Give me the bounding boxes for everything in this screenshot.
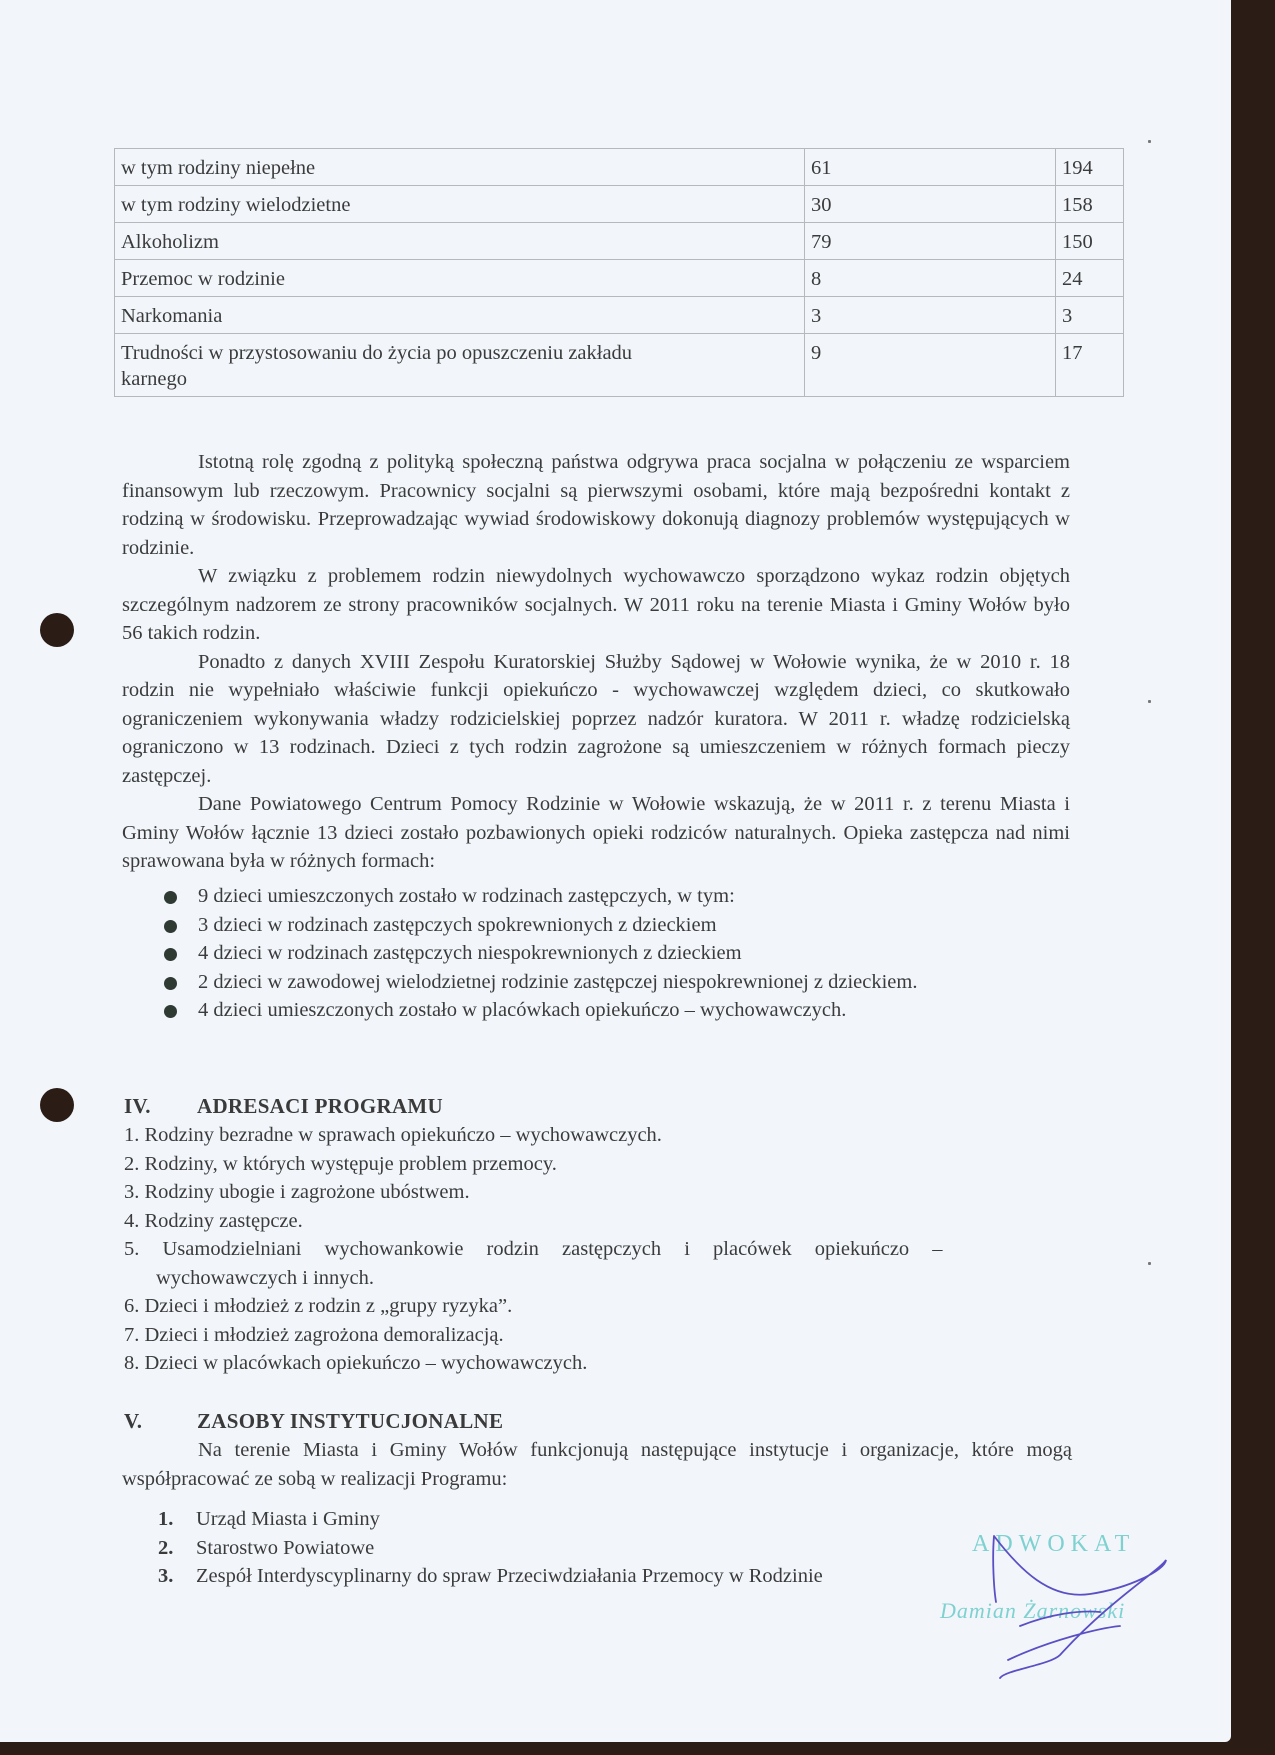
list-item: 9 dzieci umieszczonych zostało w rodzinach zastępczych, w tym: (160, 882, 1070, 911)
bullet-icon (164, 1005, 177, 1018)
row-label: Trudności w przystosowaniu do życia po opuszczeniu zakładu karnego (115, 334, 805, 397)
list-item: 6. Dzieci i młodzież z rodzin z „grupy ryzyka”. (124, 1295, 513, 1317)
section-number: V. (124, 1409, 143, 1433)
list-item: 1. Rodziny bezradne w sprawach opiekuńczo – wychowawczych. (124, 1124, 662, 1146)
bullet-icon (164, 977, 177, 990)
scan-speck (1148, 140, 1151, 143)
list-item: 2. Rodziny, w których występuje problem przemocy. (124, 1152, 557, 1175)
body-paragraphs (122, 448, 1070, 876)
row-value-1: 79 (805, 223, 1056, 260)
section-heading-iv (124, 1094, 443, 1119)
program-recipients-list (124, 1121, 1079, 1378)
section-title: ADRESACI PROGRAMU (197, 1094, 444, 1118)
bullet-icon (164, 920, 177, 933)
row-value-2: 17 (1056, 334, 1124, 397)
list-item: 4. Rodziny zastępcze. (124, 1209, 303, 1232)
row-label: w tym rodziny niepełne (115, 149, 805, 186)
row-label: w tym rodziny wielodzietne (115, 186, 805, 223)
stamp-title: ADWOKAT (972, 1531, 1136, 1557)
list-item: 5. Usamodzielniani wychowankowie rodzin zastępczych i placówek opiekuńczo – (124, 1238, 943, 1260)
paragraph: Dane Powiatowego Centrum Pomocy Rodzinie w Wołowie wskazują, że w 2011 r. z terenu Miasta i Gminy Wołów łącznie 13 dzieci zostało pozbawionych opieki rodziców naturalnych. Opieka zastępcza nad nimi sprawowana była w różnych formach: (122, 793, 1070, 872)
section-title: ZASOBY INSTYTUCJONALNE (197, 1409, 504, 1433)
row-label: Przemoc w rodzinie (115, 260, 805, 297)
institutions-list (158, 1505, 823, 1591)
paragraph: W związku z problemem rodzin niewydolnych wychowawczo sporządzono wykaz rodzin objętych szczególnym nadzorem ze strony pracowników socjalnych. W 2011 roku na terenie Miasta i Gminy Wołów było 56 takich rodzin. (122, 565, 1070, 644)
table-row (115, 186, 1124, 223)
table-row (115, 297, 1124, 334)
list-item: 3. Zespół Interdyscyplinarny do spraw Przeciwdziałania Przemocy w Rodzinie (158, 1565, 823, 1587)
list-item: 2 dzieci w zawodowej wielodzietnej rodzinie zastępczej niespokrewnionej z dzieckiem. (160, 968, 1070, 997)
hole-punch-bottom (40, 1088, 74, 1122)
table-row (115, 223, 1124, 260)
list-item: 1. Urząd Miasta i Gminy (158, 1508, 380, 1530)
table-row (115, 149, 1124, 186)
list-item: 3. Rodziny ubogie i zagrożone ubóstwem. (124, 1181, 470, 1203)
row-label: Narkomania (115, 297, 805, 334)
row-value-2: 194 (1056, 149, 1124, 186)
list-item: 2. Starostwo Powiatowe (158, 1536, 375, 1559)
list-item-continuation: wychowawczych i innych. (156, 1266, 375, 1289)
row-label: Alkoholizm (115, 223, 805, 260)
row-value-2: 3 (1056, 297, 1124, 334)
table-row (115, 260, 1124, 297)
row-value-1: 8 (805, 260, 1056, 297)
section-number: IV. (124, 1094, 151, 1118)
handwritten-signature-icon (990, 1530, 1170, 1680)
row-value-2: 150 (1056, 223, 1124, 260)
bullet-icon (164, 948, 177, 961)
row-value-1: 3 (805, 297, 1056, 334)
list-item: 4 dzieci w rodzinach zastępczych niespokrewnionych z dzieckiem (160, 939, 1070, 968)
list-item: 7. Dzieci i młodzież zagrożona demoralizacją. (124, 1323, 504, 1346)
problems-table (114, 148, 1124, 397)
scan-speck (1148, 700, 1151, 703)
stamp-name: Damian Żarnowski (940, 1598, 1126, 1623)
row-value-1: 30 (805, 186, 1056, 223)
section-v-intro: Na terenie Miasta i Gminy Wołów funkcjonują następujące instytucje i organizacje, które mogą współpracować ze sobą w realizacji Programu: (122, 1439, 1072, 1490)
scan-speck (1148, 1262, 1151, 1265)
list-item: 4 dzieci umieszczonych zostało w placówkach opiekuńczo – wychowawczych. (160, 996, 1070, 1025)
bullet-icon (164, 891, 177, 904)
hole-punch-top (40, 613, 74, 647)
list-item: 3 dzieci w rodzinach zastępczych spokrewnionych z dzieckiem (160, 911, 1070, 940)
section-heading-v (124, 1409, 503, 1434)
list-item: 8. Dzieci w placówkach opiekuńczo – wychowawczych. (124, 1352, 588, 1374)
row-value-1: 9 (805, 334, 1056, 397)
row-value-2: 24 (1056, 260, 1124, 297)
row-value-2: 158 (1056, 186, 1124, 223)
paragraph: Ponadto z danych XVIII Zespołu Kuratorskiej Służby Sądowej w Wołowie wynika, że w 2010 r. 18 rodzin nie wypełniało właściwie funkcji opiekuńczo - wychowawczej względem dzieci, co skutkowało ograniczeniem wykonywania władzy rodzicielskiej poprzez nadzór kuratora. W 2011 r. władzę rodzicielską ograniczono w 13 rodzinach. Dzieci z tych rodzin zagrożone są umieszczeniem w różnych formach pieczy zastępczej. (122, 650, 1070, 787)
care-forms-list (160, 882, 1070, 1025)
row-value-1: 61 (805, 149, 1056, 186)
paragraph: Istotną rolę zgodną z polityką społeczną państwa odgrywa praca socjalna w połączeniu ze wsparciem finansowym lub rzeczowym. Pracownicy socjalni są pierwszymi osobami, które mają bezpośredni kontakt z rodziną w środowisku. Przeprowadzając wywiad środowiskowy dokonują diagnozy problemów występujących w rodzinie. (122, 451, 1070, 559)
table-row (115, 334, 1124, 397)
